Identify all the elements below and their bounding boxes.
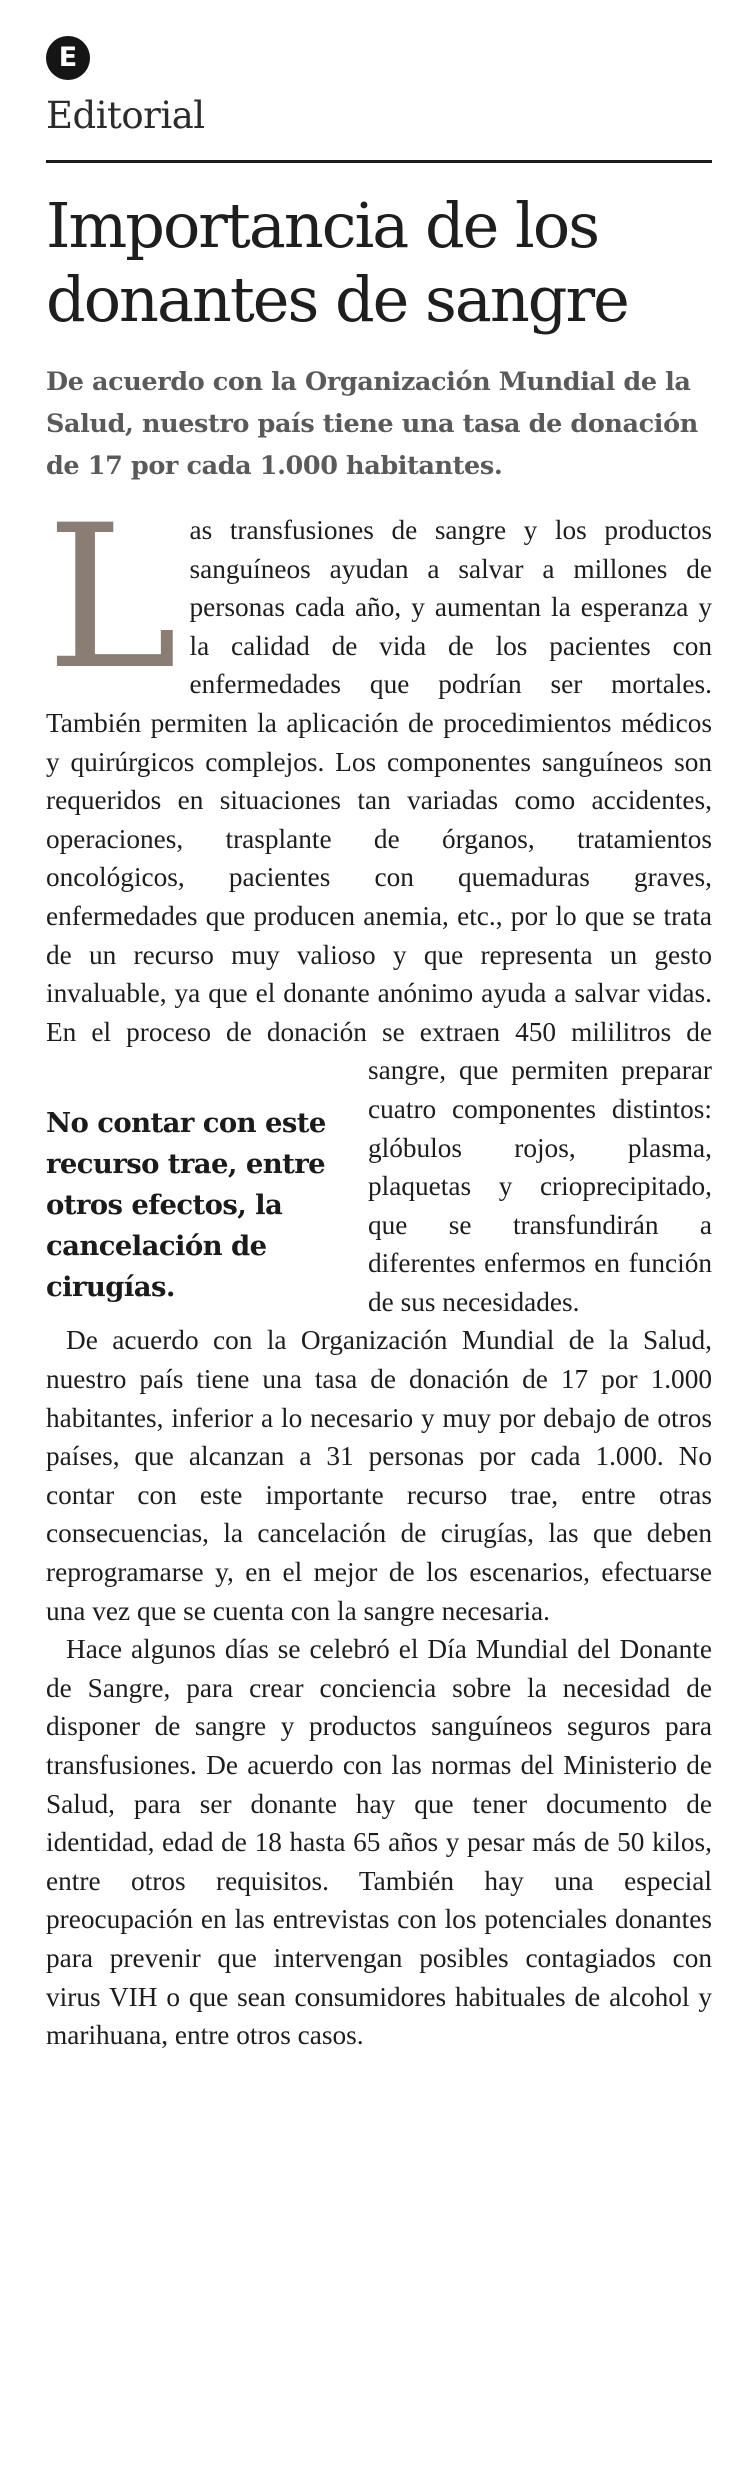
paragraph-1: [46, 482, 712, 1321]
article-subhead: De acuerdo con la Organización Mundial de la Salud, nuestro país tiene una tasa de donación de 17 por cada 1.000 habitantes.: [46, 367, 698, 481]
section-badge: E: [46, 36, 90, 80]
pull-quote: No contar con este recurso trae, entre otros efectos, la cancelación de cirugías.: [46, 1107, 326, 1304]
section-label: Editorial: [46, 94, 205, 137]
paragraph-3: Hace algunos días se celebró el Día Mundial del Donante de Sangre, para crear conciencia sobre la necesidad de disponer de sangre y productos sanguíneos seguros para transfusiones. De acuerdo con las normas del Ministerio de Salud, para ser donante hay que tener documento de identidad, edad de 18 hasta 65 años y pesar más de 50 kilos, entre otros requisitos. También hay una especial preocupación en las entrevistas con los potenciales donantes para prevenir que intervengan posibles contagiados con virus VIH o que sean consumidores habituales de alcohol y marihuana, entre otros casos.: [46, 1634, 712, 2051]
editorial-page: [46, 36, 712, 2055]
drop-cap: L: [46, 482, 178, 713]
section-divider: [46, 160, 712, 163]
article-body: [46, 482, 712, 2055]
paragraph-2: De acuerdo con la Organización Mundial de la Salud, nuestro país tiene una tasa de donación de 17 por 1.000 habitantes, inferior a lo necesario y muy por debajo de otros países, que alcanzan a 31 personas por cada 1.000. No contar con este importante recurso trae, entre otras consecuencias, la cancelación de cirugías, las que deben reprogramarse y, en el mejor de los escenarios, efectuarse una vez que se cuenta con la sangre necesaria.: [46, 1325, 712, 1626]
article-headline: Importancia de los donantes de sangre: [46, 189, 628, 336]
paragraph-1-tail: que permiten preparar cuatro componentes distintos: glóbulos rojos, plasma, plaquetas y crioprecipitado, que se transfundirán a diferentes enfermos en función de sus necesidades.: [368, 1055, 712, 1317]
paragraph-1-lead: as transfusiones de sangre y los productos sanguíneos ayudan a salvar a millones de personas cada año, y aumentan la esperanza y la calidad de vida de los pacientes con enfermedades que podrían ser mortales. También permiten la aplicación de procedimientos médicos y quirúrgicos complejos. Los componentes sanguíneos son requeridos en situaciones tan variadas como accidentes, operaciones, trasplante de órganos, tratamientos oncológicos, pacientes con quemaduras graves, enfermedades que producen anemia, etc., por lo que se trata de un recurso muy valioso y que representa un gesto invaluable, ya que el donante anónimo ayuda a salvar vidas. En el proceso de donación se extraen 450 mililitros de sangre,: [46, 515, 712, 1086]
